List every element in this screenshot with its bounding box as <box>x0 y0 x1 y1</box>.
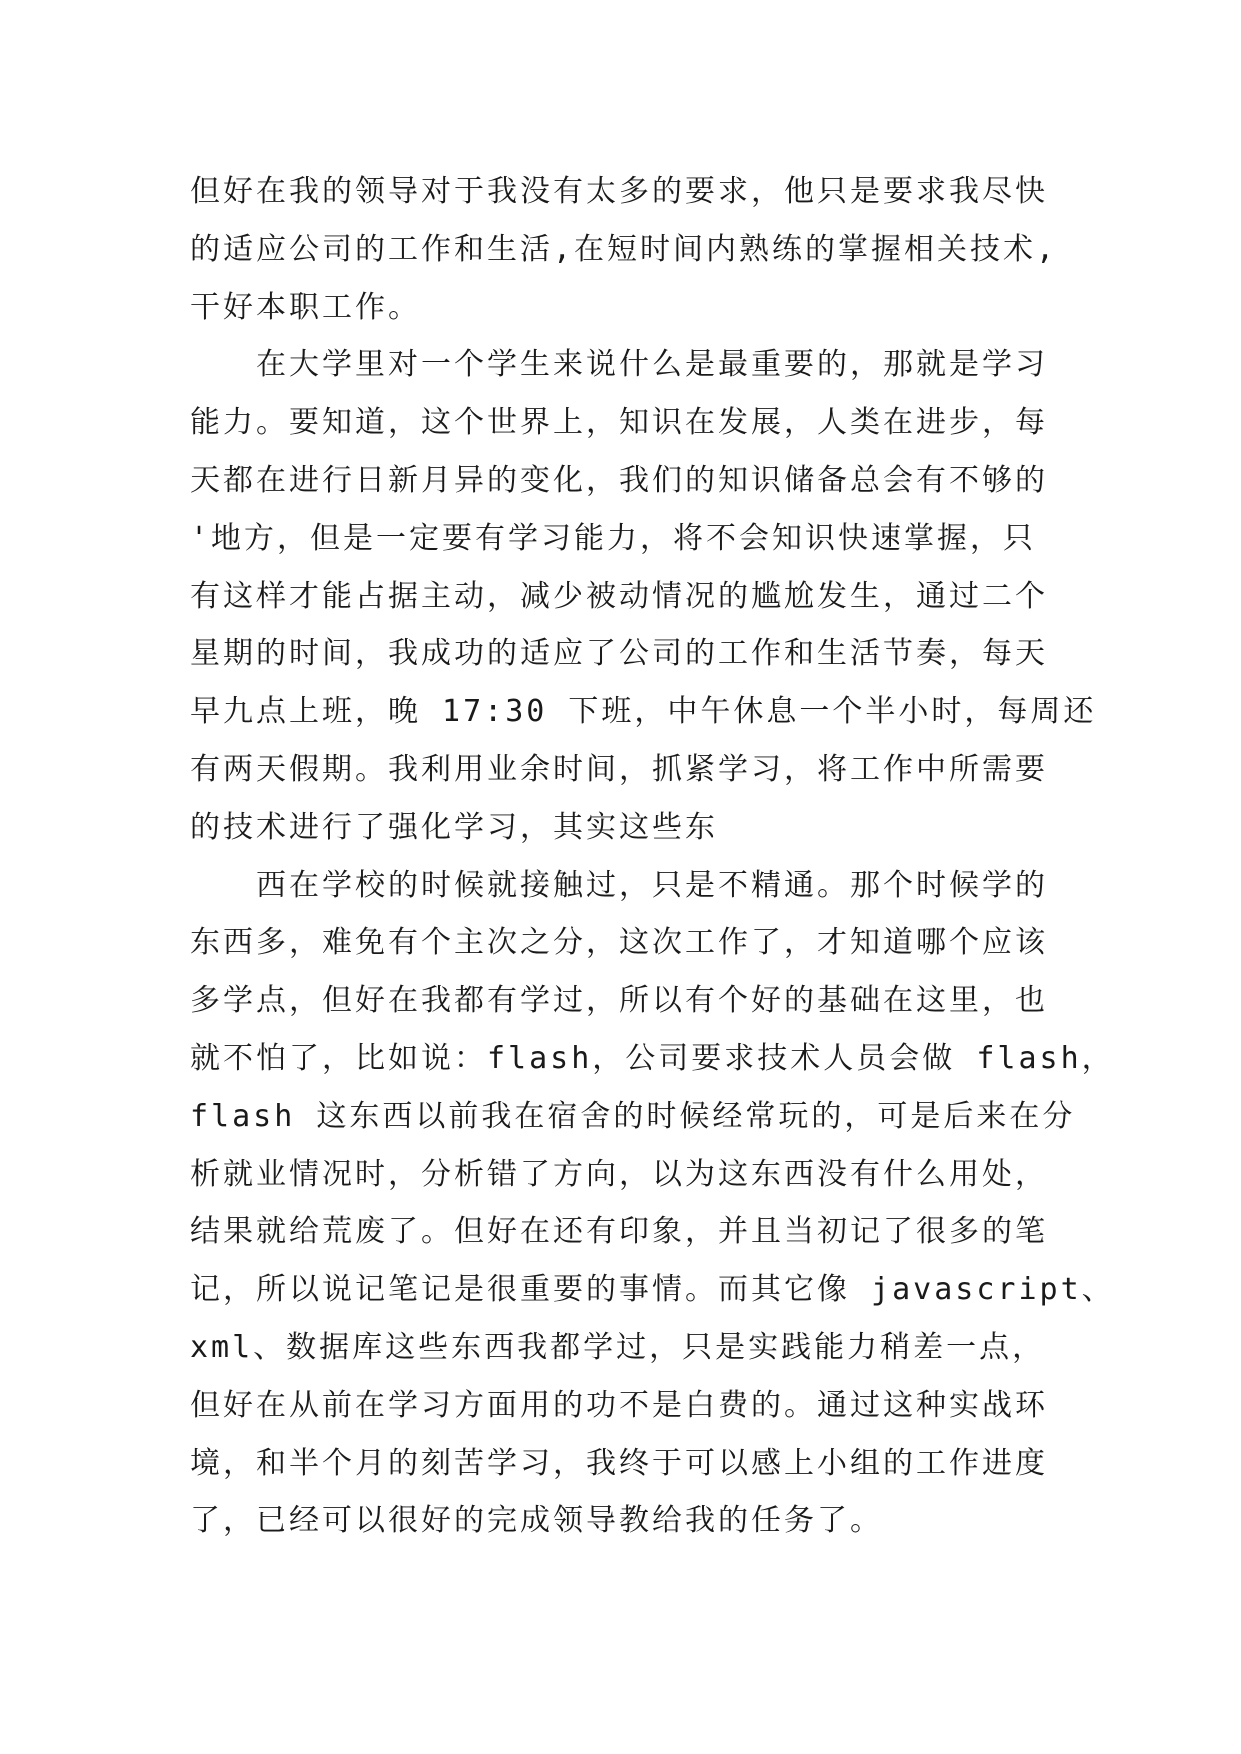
text-line: xml、数据库这些东西我都学过，只是实践能力稍差一点， <box>190 1329 1046 1365</box>
text-line: 早九点上班，晚 17:30 下班，中午休息一个半小时，每周还 <box>190 694 1097 730</box>
text-line: 能力。要知道，这个世界上，知识在发展，人类在进步，每 <box>190 405 1048 441</box>
text-line: 东西多，难免有个主次之分，这次工作了，才知道哪个应该 <box>190 925 1048 961</box>
text-line: 析就业情况时，分析错了方向，以为这东西没有什么用处， <box>190 1156 1048 1192</box>
text-line: 记，所以说记笔记是很重要的事情。而其它像 javascript、 <box>190 1272 1115 1308</box>
text-line: 有这样才能占据主动，减少被动情况的尴尬发生，通过二个 <box>190 578 1048 614</box>
text-line: 多学点，但好在我都有学过，所以有个好的基础在这里，也 <box>190 983 1048 1019</box>
text-line: flash 这东西以前我在宿舍的时候经常玩的，可是后来在分 <box>190 1098 1076 1134</box>
text-line: 但好在从前在学习方面用的功不是白费的。通过这种实战环 <box>190 1387 1048 1423</box>
text-line: '地方，但是一定要有学习能力，将不会知识快速掌握，只 <box>190 520 1037 556</box>
text-line: 境，和半个月的刻苦学习，我终于可以感上小组的工作进度 <box>190 1445 1048 1481</box>
text-line: 但好在我的领导对于我没有太多的要求，他只是要求我尽快 <box>190 174 1048 209</box>
body-text <box>190 163 1115 1550</box>
text-line: 的适应公司的工作和生活,在短时间内熟练的掌握相关技术, <box>190 231 1058 267</box>
text-line: 结果就给荒废了。但好在还有印象，并且当初记了很多的笔 <box>190 1214 1048 1250</box>
text-line: 的技术进行了强化学习，其实这些东 <box>190 809 718 845</box>
text-line: 天都在进行日新月异的变化，我们的知识储备总会有不够的 <box>190 462 1048 498</box>
text-line: 就不怕了，比如说：flash，公司要求技术人员会做 flash， <box>190 1040 1115 1076</box>
text-line: 西在学校的时候就接触过，只是不精通。那个时候学的 <box>190 867 1048 903</box>
text-line: 在大学里对一个学生来说什么是最重要的，那就是学习 <box>190 347 1048 383</box>
text-line: 星期的时间，我成功的适应了公司的工作和生活节奏，每天 <box>190 636 1048 672</box>
text-line: 干好本职工作。 <box>190 289 421 325</box>
text-line: 了，已经可以很好的完成领导教给我的任务了。 <box>190 1503 883 1539</box>
text-line: 有两天假期。我利用业余时间，抓紧学习，将工作中所需要 <box>190 751 1048 787</box>
